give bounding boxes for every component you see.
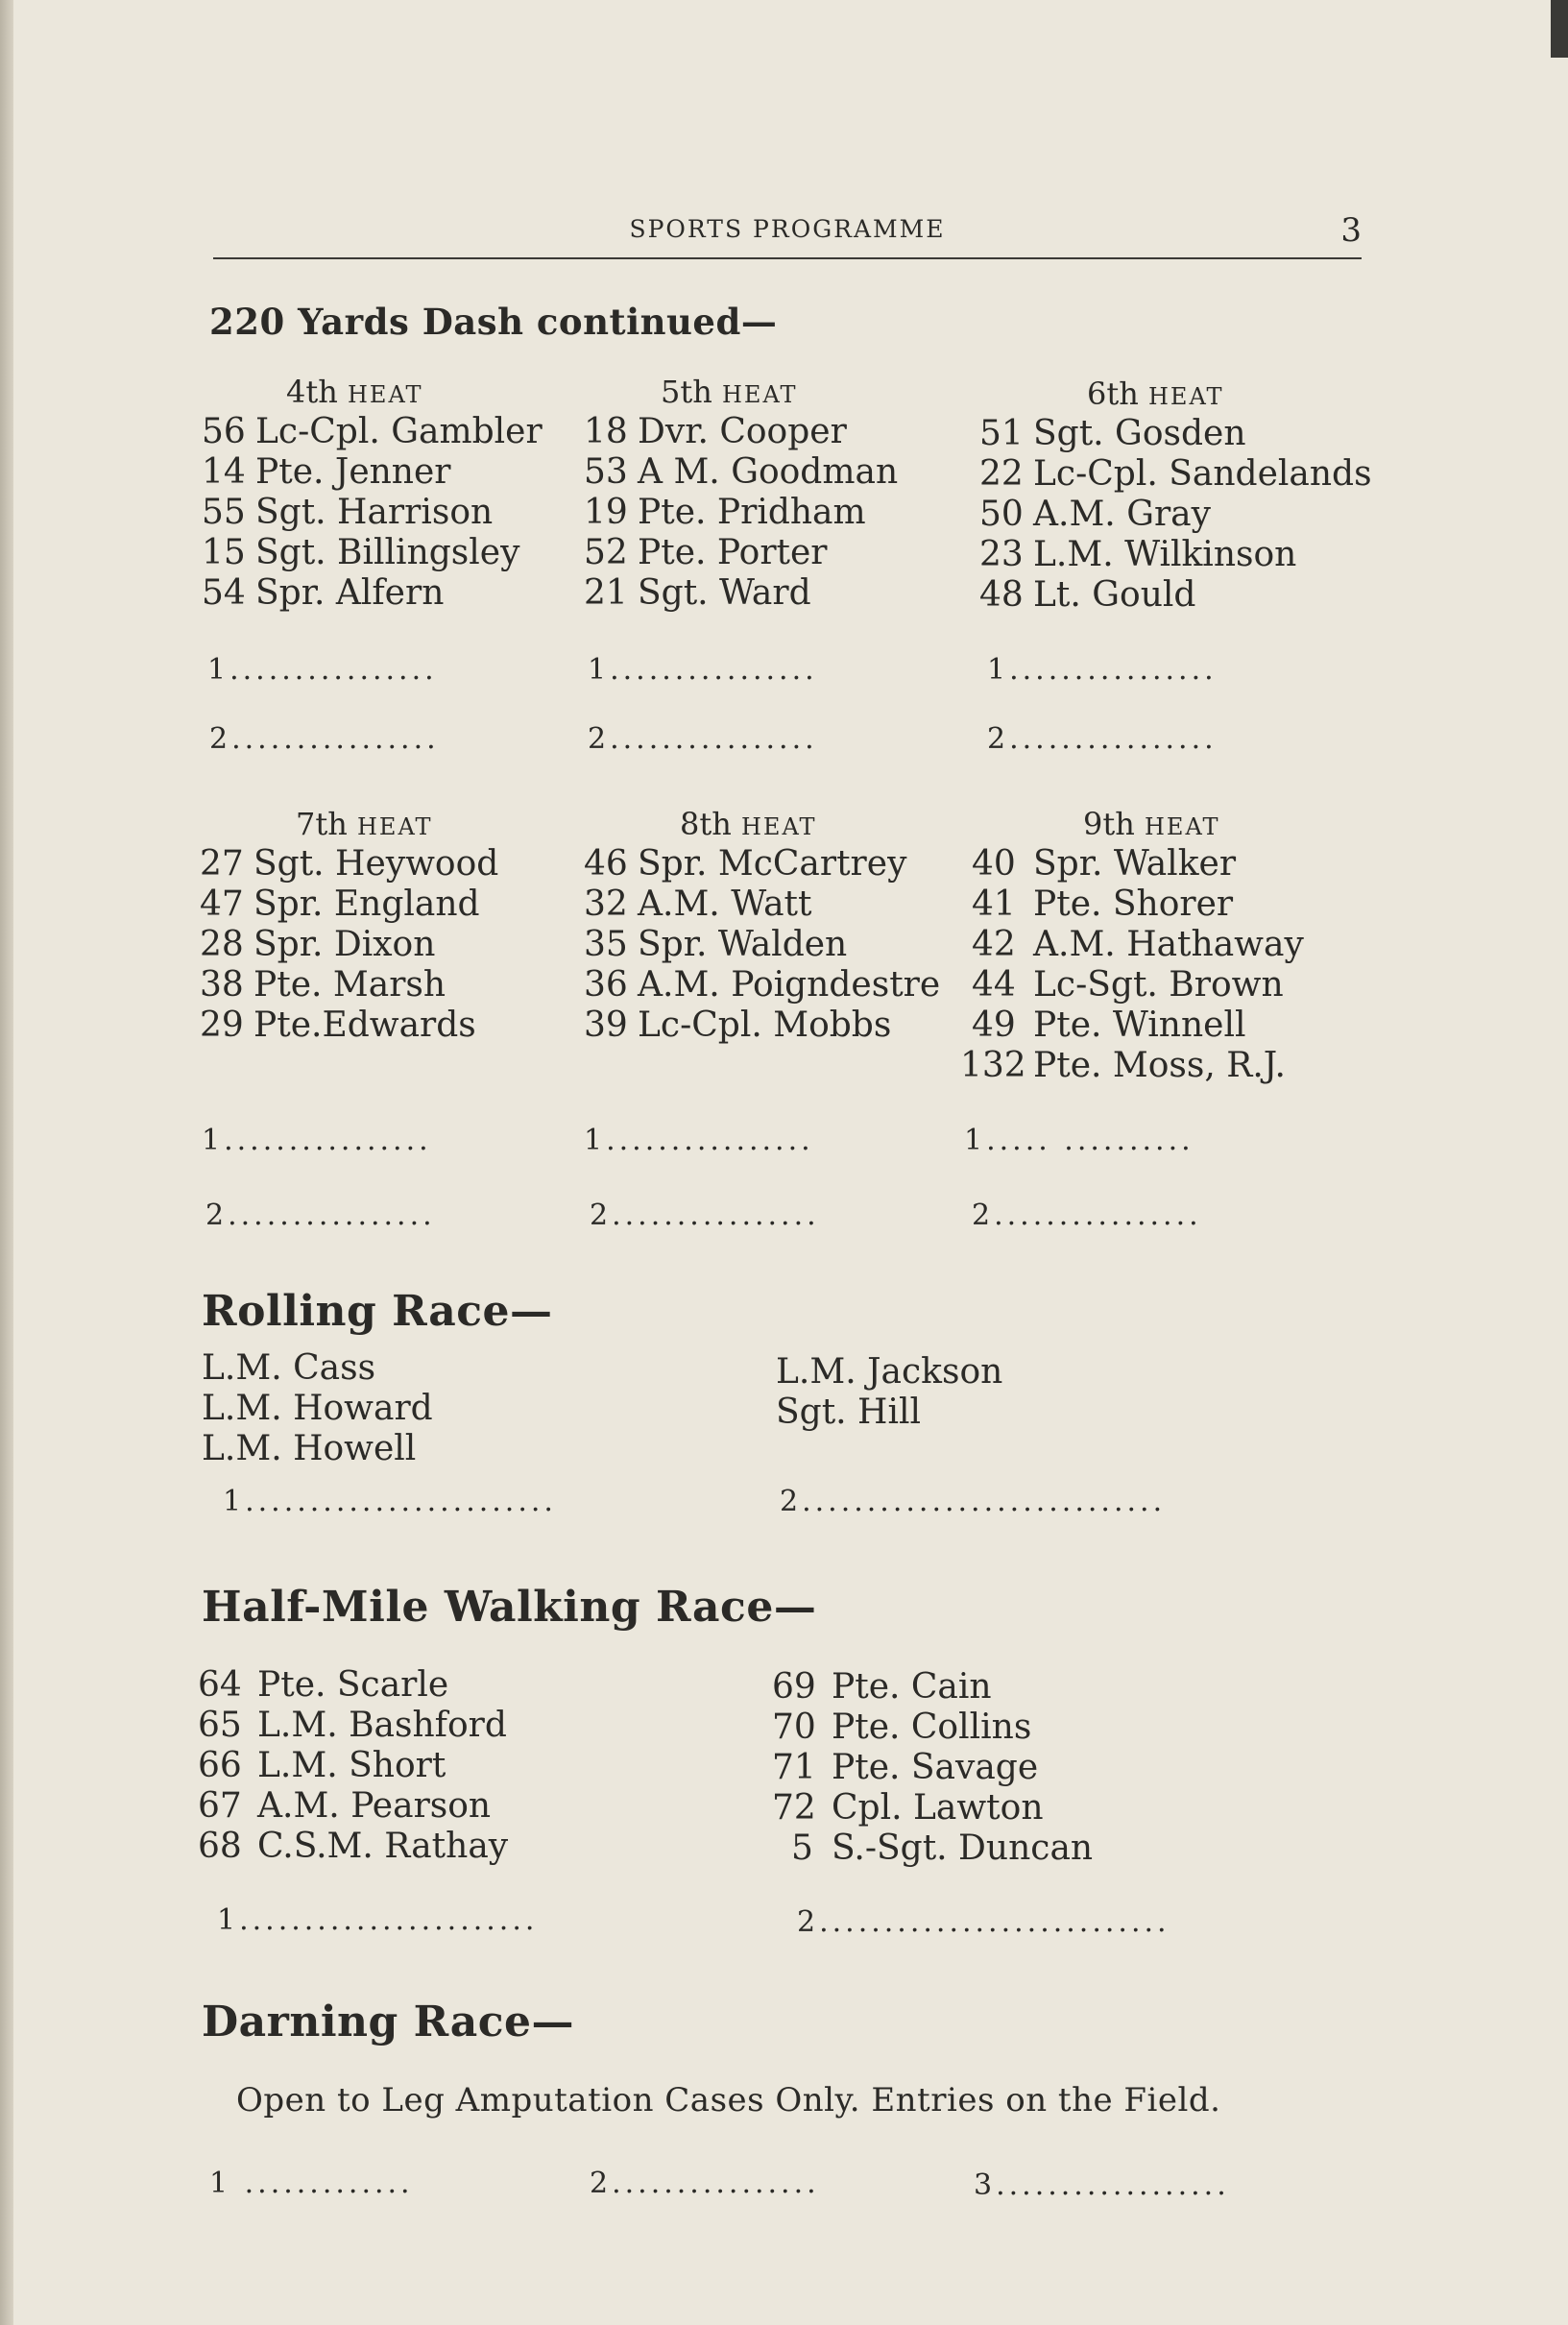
- list-item: [198, 1786, 508, 1827]
- list-item: [198, 1827, 508, 1867]
- entry-name: Sgt. Billingsley: [255, 533, 520, 572]
- darning-third-place: 3..................: [974, 2168, 1230, 2202]
- entry-name: Pte. Jenner: [255, 452, 451, 492]
- heat-word: HEAT: [1145, 813, 1220, 840]
- list-item: L.M. Howell: [202, 1429, 417, 1468]
- heat-8-second-place: 2................: [590, 1199, 820, 1232]
- entry-number: 19: [584, 493, 628, 532]
- entry-number: 68: [198, 1827, 242, 1866]
- heat-ordinal: 6th: [1087, 375, 1139, 412]
- entry-number: 67: [198, 1786, 242, 1826]
- heat-6-second-place: 2................: [987, 722, 1218, 756]
- entry-number: 21: [584, 573, 628, 613]
- heat-word: HEAT: [1148, 383, 1224, 410]
- list-item: [584, 965, 949, 1005]
- heat-ordinal: 7th: [296, 806, 348, 842]
- heat-9: [960, 807, 1363, 1086]
- list-item: [198, 1665, 508, 1706]
- rolling-section-title: Rolling Race—: [202, 1287, 553, 1336]
- entry-name: S.-Sgt. Duncan: [832, 1829, 1094, 1868]
- entry-name: Pte. Shorer: [1033, 884, 1234, 924]
- entry-number: 39: [584, 1005, 628, 1045]
- list-item: [772, 1829, 1093, 1869]
- list-item: [584, 925, 949, 965]
- list-item: [979, 414, 1383, 454]
- heat-ordinal: 9th: [1083, 806, 1135, 842]
- list-item: [200, 884, 565, 925]
- heat-label: [202, 375, 567, 412]
- entry-name: Spr. England: [253, 884, 480, 924]
- list-item: [584, 573, 949, 614]
- entry-number: 55: [202, 493, 246, 532]
- entry-number: 22: [979, 454, 1024, 494]
- darning-second-place: 2................: [590, 2167, 820, 2200]
- list-item: [584, 844, 949, 884]
- list-item: [960, 884, 1363, 925]
- heat-9-second-place: 2................: [972, 1199, 1202, 1232]
- darning-first-place: 1 .............: [209, 2167, 414, 2200]
- list-item: [979, 575, 1383, 616]
- entry-number: 49: [972, 1005, 1016, 1045]
- entry-name: Lc-Cpl. Sandelands: [1033, 454, 1372, 494]
- heat-4-first-place: 1................: [207, 653, 438, 687]
- heat-ordinal: 8th: [680, 806, 732, 842]
- list-item: [200, 925, 565, 965]
- entry-name: Pte.Edwards: [253, 1005, 476, 1045]
- entry-number: 65: [198, 1706, 242, 1745]
- entry-name: L.M. Wilkinson: [1033, 535, 1297, 574]
- rolling-first-place: 1........................: [223, 1485, 557, 1518]
- heat-8: [584, 807, 949, 1046]
- darning-section-title: Darning Race—: [202, 1998, 574, 2046]
- entry-number: 71: [772, 1748, 816, 1787]
- heat-label: [960, 807, 1363, 844]
- entry-name: A.M. Pearson: [257, 1786, 492, 1826]
- entry-number: 53: [584, 452, 628, 492]
- entry-number: 51: [979, 414, 1024, 453]
- book-spine-edge: [0, 0, 13, 2325]
- list-item: [200, 1005, 565, 1046]
- entry-number: 23: [979, 535, 1024, 574]
- list-item: [584, 452, 949, 493]
- entry-name: C.S.M. Rathay: [257, 1827, 509, 1866]
- entry-name: Spr. Alfern: [255, 573, 445, 613]
- list-item: Sgt. Hill: [776, 1393, 921, 1432]
- entry-name: Lt. Gould: [1033, 575, 1196, 615]
- entry-number: 27: [200, 844, 244, 884]
- header-rule: [213, 257, 1362, 259]
- list-item: [202, 412, 567, 452]
- walking-section-title: Half-Mile Walking Race—: [202, 1583, 817, 1632]
- entry-name: L.M. Short: [257, 1746, 446, 1785]
- rolling-right-list: [776, 1352, 1002, 1433]
- walking-left-list: [198, 1665, 508, 1867]
- page-header: [213, 211, 1362, 255]
- list-item: [584, 533, 949, 573]
- entry-name: Spr. McCartrey: [638, 844, 907, 884]
- entry-name: Pte. Collins: [832, 1707, 1032, 1747]
- entry-name: L.M. Bashford: [257, 1706, 507, 1745]
- entry-number: 54: [202, 573, 246, 613]
- list-item: [584, 493, 949, 533]
- entry-number: 41: [972, 884, 1016, 924]
- walking-right-list: [772, 1667, 1093, 1869]
- list-item: [979, 535, 1383, 575]
- entry-number: 66: [198, 1746, 242, 1785]
- list-item: [198, 1746, 508, 1786]
- entry-number: 64: [198, 1665, 242, 1705]
- heat-ordinal: 4th: [286, 374, 338, 410]
- entry-name: Pte. Porter: [638, 533, 828, 572]
- entry-name: A M. Goodman: [638, 452, 899, 492]
- entry-name: A.M. Hathaway: [1033, 925, 1304, 964]
- rolling-second-place: 2............................: [780, 1485, 1167, 1518]
- entry-name: Pte. Winnell: [1033, 1005, 1246, 1045]
- heat-4-second-place: 2................: [209, 722, 440, 756]
- running-title: SPORTS PROGRAMME: [629, 215, 946, 243]
- list-item: [584, 884, 949, 925]
- list-item: [979, 495, 1383, 535]
- list-item: [960, 1046, 1363, 1086]
- heat-word: HEAT: [741, 813, 817, 840]
- page-corner-shadow: [1551, 0, 1568, 58]
- entry-name: Dvr. Cooper: [638, 412, 847, 451]
- heat-6: [979, 376, 1383, 616]
- list-item: [584, 1005, 949, 1046]
- walking-first-place: 1.......................: [217, 1903, 539, 1937]
- heat-word: HEAT: [357, 813, 433, 840]
- heat-4: [202, 375, 567, 614]
- heat-8-first-place: 1................: [584, 1124, 814, 1157]
- entry-name: Sgt. Ward: [638, 573, 811, 613]
- heat-label: [979, 376, 1383, 414]
- entry-name: Pte. Cain: [832, 1667, 992, 1707]
- heat-7-second-place: 2................: [205, 1199, 436, 1232]
- list-item: [772, 1667, 1093, 1707]
- entry-number: 40: [972, 844, 1016, 884]
- entry-number: 29: [200, 1005, 244, 1045]
- heat-7-first-place: 1................: [202, 1124, 432, 1157]
- entry-name: Pte. Scarle: [257, 1665, 449, 1705]
- entry-name: Pte. Pridham: [638, 493, 866, 532]
- walking-second-place: 2...........................: [797, 1905, 1170, 1939]
- list-item: L.M. Jackson: [776, 1352, 1003, 1392]
- heat-6-first-place: 1................: [987, 653, 1218, 687]
- entry-number: 35: [584, 925, 628, 964]
- entry-name: Spr. Walden: [638, 925, 848, 964]
- entry-name: A.M. Watt: [638, 884, 812, 924]
- entry-number: 18: [584, 412, 628, 451]
- list-item: [202, 573, 567, 614]
- entry-name: Lc-Cpl. Gambler: [255, 412, 543, 451]
- entry-number: 38: [200, 965, 244, 1005]
- list-item: [772, 1748, 1093, 1788]
- list-item: [960, 1005, 1363, 1046]
- entry-number: 46: [584, 844, 628, 884]
- heat-5-second-place: 2................: [588, 722, 818, 756]
- entry-name: A.M. Poigndestre: [638, 965, 941, 1005]
- entry-number: 42: [972, 925, 1016, 964]
- heat-label: [200, 807, 565, 844]
- entry-name: Pte. Marsh: [253, 965, 446, 1005]
- entry-number: 32: [584, 884, 628, 924]
- entry-name: A.M. Gray: [1033, 495, 1211, 534]
- entry-number: 56: [202, 412, 246, 451]
- entry-name: Sgt. Heywood: [253, 844, 499, 884]
- entry-number: 44: [972, 965, 1016, 1005]
- entry-number: 70: [772, 1707, 816, 1747]
- heat-label: [584, 375, 949, 412]
- list-item: [960, 844, 1363, 884]
- list-item: L.M. Howard: [202, 1389, 433, 1428]
- entry-name: Pte. Savage: [832, 1748, 1039, 1787]
- entry-name: Cpl. Lawton: [832, 1788, 1044, 1828]
- list-item: [960, 925, 1363, 965]
- entry-name: Sgt. Harrison: [255, 493, 494, 532]
- heat-ordinal: 5th: [661, 374, 712, 410]
- entry-name: Lc-Cpl. Mobbs: [638, 1005, 892, 1045]
- list-item: [202, 452, 567, 493]
- entry-name: Pte. Moss, R.J.: [1033, 1046, 1286, 1085]
- heat-5: [584, 375, 949, 614]
- entry-number: 132: [960, 1046, 1026, 1085]
- heat-7: [200, 807, 565, 1046]
- entry-number: 28: [200, 925, 244, 964]
- entry-number: 15: [202, 533, 246, 572]
- list-item: [772, 1707, 1093, 1748]
- list-item: [202, 493, 567, 533]
- list-item: [979, 454, 1383, 495]
- entry-name: Spr. Dixon: [253, 925, 436, 964]
- entry-name: Lc-Sgt. Brown: [1033, 965, 1284, 1005]
- heat-9-first-place: 1..... ..........: [964, 1124, 1194, 1157]
- entry-name: Spr. Walker: [1033, 844, 1237, 884]
- list-item: L.M. Cass: [202, 1348, 376, 1388]
- heat-word: HEAT: [722, 381, 798, 408]
- programme-page: [13, 0, 1568, 2325]
- list-item: [960, 965, 1363, 1005]
- rolling-left-list: [202, 1348, 433, 1469]
- entry-name: Sgt. Gosden: [1033, 414, 1246, 453]
- entry-number: 69: [772, 1667, 816, 1707]
- entry-number: 14: [202, 452, 246, 492]
- entry-number: 48: [979, 575, 1024, 615]
- dash-section-title: 220 Yards Dash continued—: [209, 301, 778, 343]
- entry-number: 36: [584, 965, 628, 1005]
- list-item: [772, 1788, 1093, 1829]
- heat-5-first-place: 1................: [588, 653, 818, 687]
- entry-number: 72: [772, 1788, 816, 1828]
- list-item: [200, 965, 565, 1005]
- entry-number: 47: [200, 884, 244, 924]
- entry-number: 50: [979, 495, 1024, 534]
- page-number: 3: [1340, 211, 1362, 250]
- list-item: [584, 412, 949, 452]
- entry-number: 5: [791, 1829, 813, 1868]
- heat-word: HEAT: [348, 381, 423, 408]
- list-item: [198, 1706, 508, 1746]
- list-item: [200, 844, 565, 884]
- darning-entry-note: Open to Leg Amputation Cases Only. Entries on the Field.: [236, 2081, 1221, 2119]
- heat-label: [584, 807, 949, 844]
- entry-number: 52: [584, 533, 628, 572]
- list-item: [202, 533, 567, 573]
